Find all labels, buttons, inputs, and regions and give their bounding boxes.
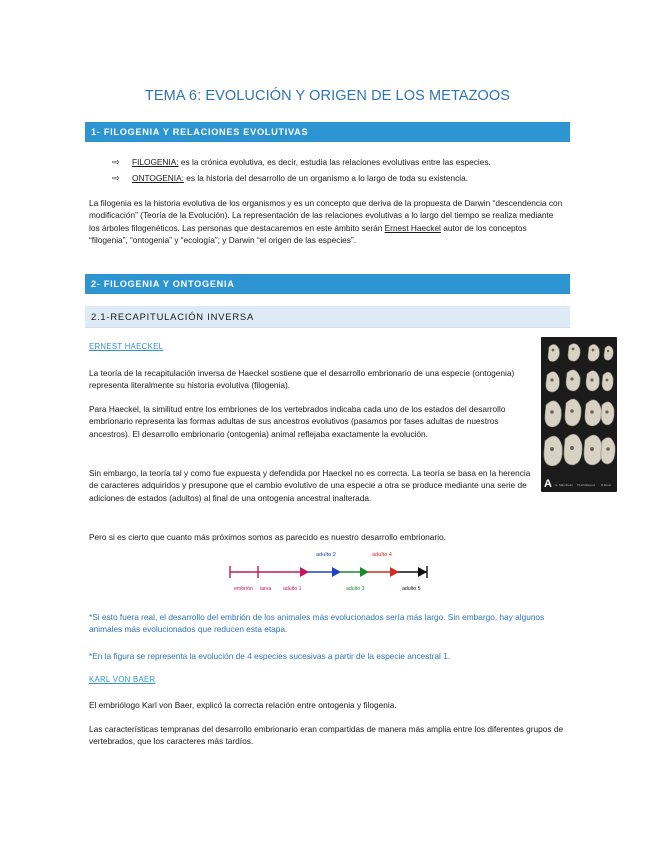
- note-figura: *En la figura se representa la evolución de 4 especies sucesivas a partir de la especie ancestral 1.: [89, 651, 451, 661]
- arrowhead-adulto-2: [332, 567, 341, 577]
- arrowhead-adulto-1: [300, 567, 309, 577]
- term-filogenia: FILOGENIA:: [132, 157, 179, 167]
- label-adulto-5: adulto 5: [402, 586, 421, 592]
- paragraph-similitud: Para Haeckel, la similitud entre los embriones de los vertebrados indicaba cada uno de los estados del desarrollo embrionario representa las formas adultas de sus ancestros evolutivos (pasamos por fases adultas de nuestros ancestros). El desarrollo embrionario (ontogenia) animal reflejaba exactamente la evolución.: [89, 404, 506, 439]
- label-larva: larva: [260, 586, 272, 592]
- subsection-2-1-heading: 2.1-RECAPITULACIÓN INVERSA: [85, 306, 570, 328]
- arrow-bullet-icon: ⇨: [112, 173, 120, 183]
- bullet-ontogenia: [112, 173, 468, 184]
- note-desarrollo-largo: *Si esto fuera real, el desarrollo del embrión de los animales más evolucionados sería más largo. Sin embargo, hay algunos animales más evolucionados que reducen esta etapa.: [89, 612, 545, 635]
- paragraph-sin-embargo: Sin embargo, la teoría tal y como fue expuesta y defendida por Haeckel no es correcta. La teoría se basa en la herencia de caracteres adquiridos y presupone que el cambio evolutivo de una especie a otra se produce mediante una serie de adiciones de estados (adultos) al final de una ontogenia ancestral inalterada.: [89, 468, 531, 503]
- bullet-filogenia: [112, 157, 491, 168]
- label-adulto-2: adulto 2: [316, 552, 336, 558]
- link-karl-von-baer[interactable]: KARL VON BAER: [89, 675, 156, 684]
- paragraph-filogenia-part-b: autor de los conceptos “filogenia”, “ontogenia” y “ecología”; y Darwin “el origen de las especies”.: [89, 222, 527, 246]
- definition-ontogenia: es la historia del desarrollo de un organismo a lo largo de toda su existencia.: [183, 173, 469, 183]
- embryo-drawing: [541, 337, 617, 492]
- plate-caption-mid: T.H.Kirkwood: [577, 483, 595, 487]
- link-ernest-haeckel[interactable]: ERNEST HAECKEL: [89, 342, 164, 351]
- label-adulto-4: adulto 4: [372, 552, 392, 558]
- arrowhead-adulto-4: [390, 567, 399, 577]
- section-1-heading: 1- FILOGENIA Y RELACIONES EVOLUTIVAS: [85, 122, 570, 142]
- plate-label: A: [544, 478, 552, 490]
- paragraph-caracteristicas: Las características tempranas del desarrollo embrionario eran compartidas de manera más amplia entre los diferentes grupos de vertebrados, que los caracteres más tardíos.: [89, 724, 564, 747]
- term-ontogenia: ONTOGENIA:: [132, 173, 184, 183]
- definition-filogenia: es la crónica evolutiva, es decir, estudia las relaciones evolutivas entre las especies.: [178, 157, 491, 167]
- embryo-comparison-image: [541, 337, 617, 492]
- name-ernest-haeckel: Ernest Haeckel: [384, 222, 441, 233]
- paragraph-von-baer: El embriólogo Karl von Baer, explicó la correcta relación entre ontogenia y filogenia.: [89, 700, 397, 710]
- plate-caption-left: G. Mannheim: [555, 483, 574, 487]
- paragraph-filogenia-part-a: La filogenia es la historia evolutiva de los organismos y es un concepto que deriva de la propuesta de Darwin “descendencia con modificación” (Teoría de la Evolución). La representación de las relaciones evolutivas a lo largo del tiempo se realiza mediante los árboles filogenéticos. Las personas que destacaremos en este ámbito serán: [89, 198, 563, 233]
- evolution-timeline-figure: [228, 548, 433, 598]
- arrowhead-adulto-3: [360, 567, 369, 577]
- paragraph-recapitulacion: La teoría de la recapitulación inversa de Haeckel sostiene que el desarrollo embrionario de una especie (ontogenia) representa literalmente su historia evolutiva (filogenia).: [89, 368, 515, 391]
- label-embrion: embrión: [234, 586, 253, 592]
- paragraph-filogenia: [89, 197, 565, 247]
- label-adulto-3: adulto 3: [346, 586, 365, 592]
- paragraph-proximos: Pero si es cierto que cuanto más próximos somos as parecido es nuestro desarrollo embrionario.: [89, 532, 446, 542]
- label-adulto-1: adulto 1: [283, 586, 302, 592]
- document-title: TEMA 6: EVOLUCIÓN Y ORIGEN DE LOS METAZOOS: [144, 88, 511, 104]
- timeline-svg: [228, 548, 433, 598]
- arrow-bullet-icon: ⇨: [112, 157, 120, 167]
- section-2-heading: 2- FILOGENIA Y ONTOGENIA: [85, 274, 570, 294]
- arrowhead-adulto-5: [418, 567, 427, 577]
- plate-caption-right: R.Roux: [601, 483, 612, 487]
